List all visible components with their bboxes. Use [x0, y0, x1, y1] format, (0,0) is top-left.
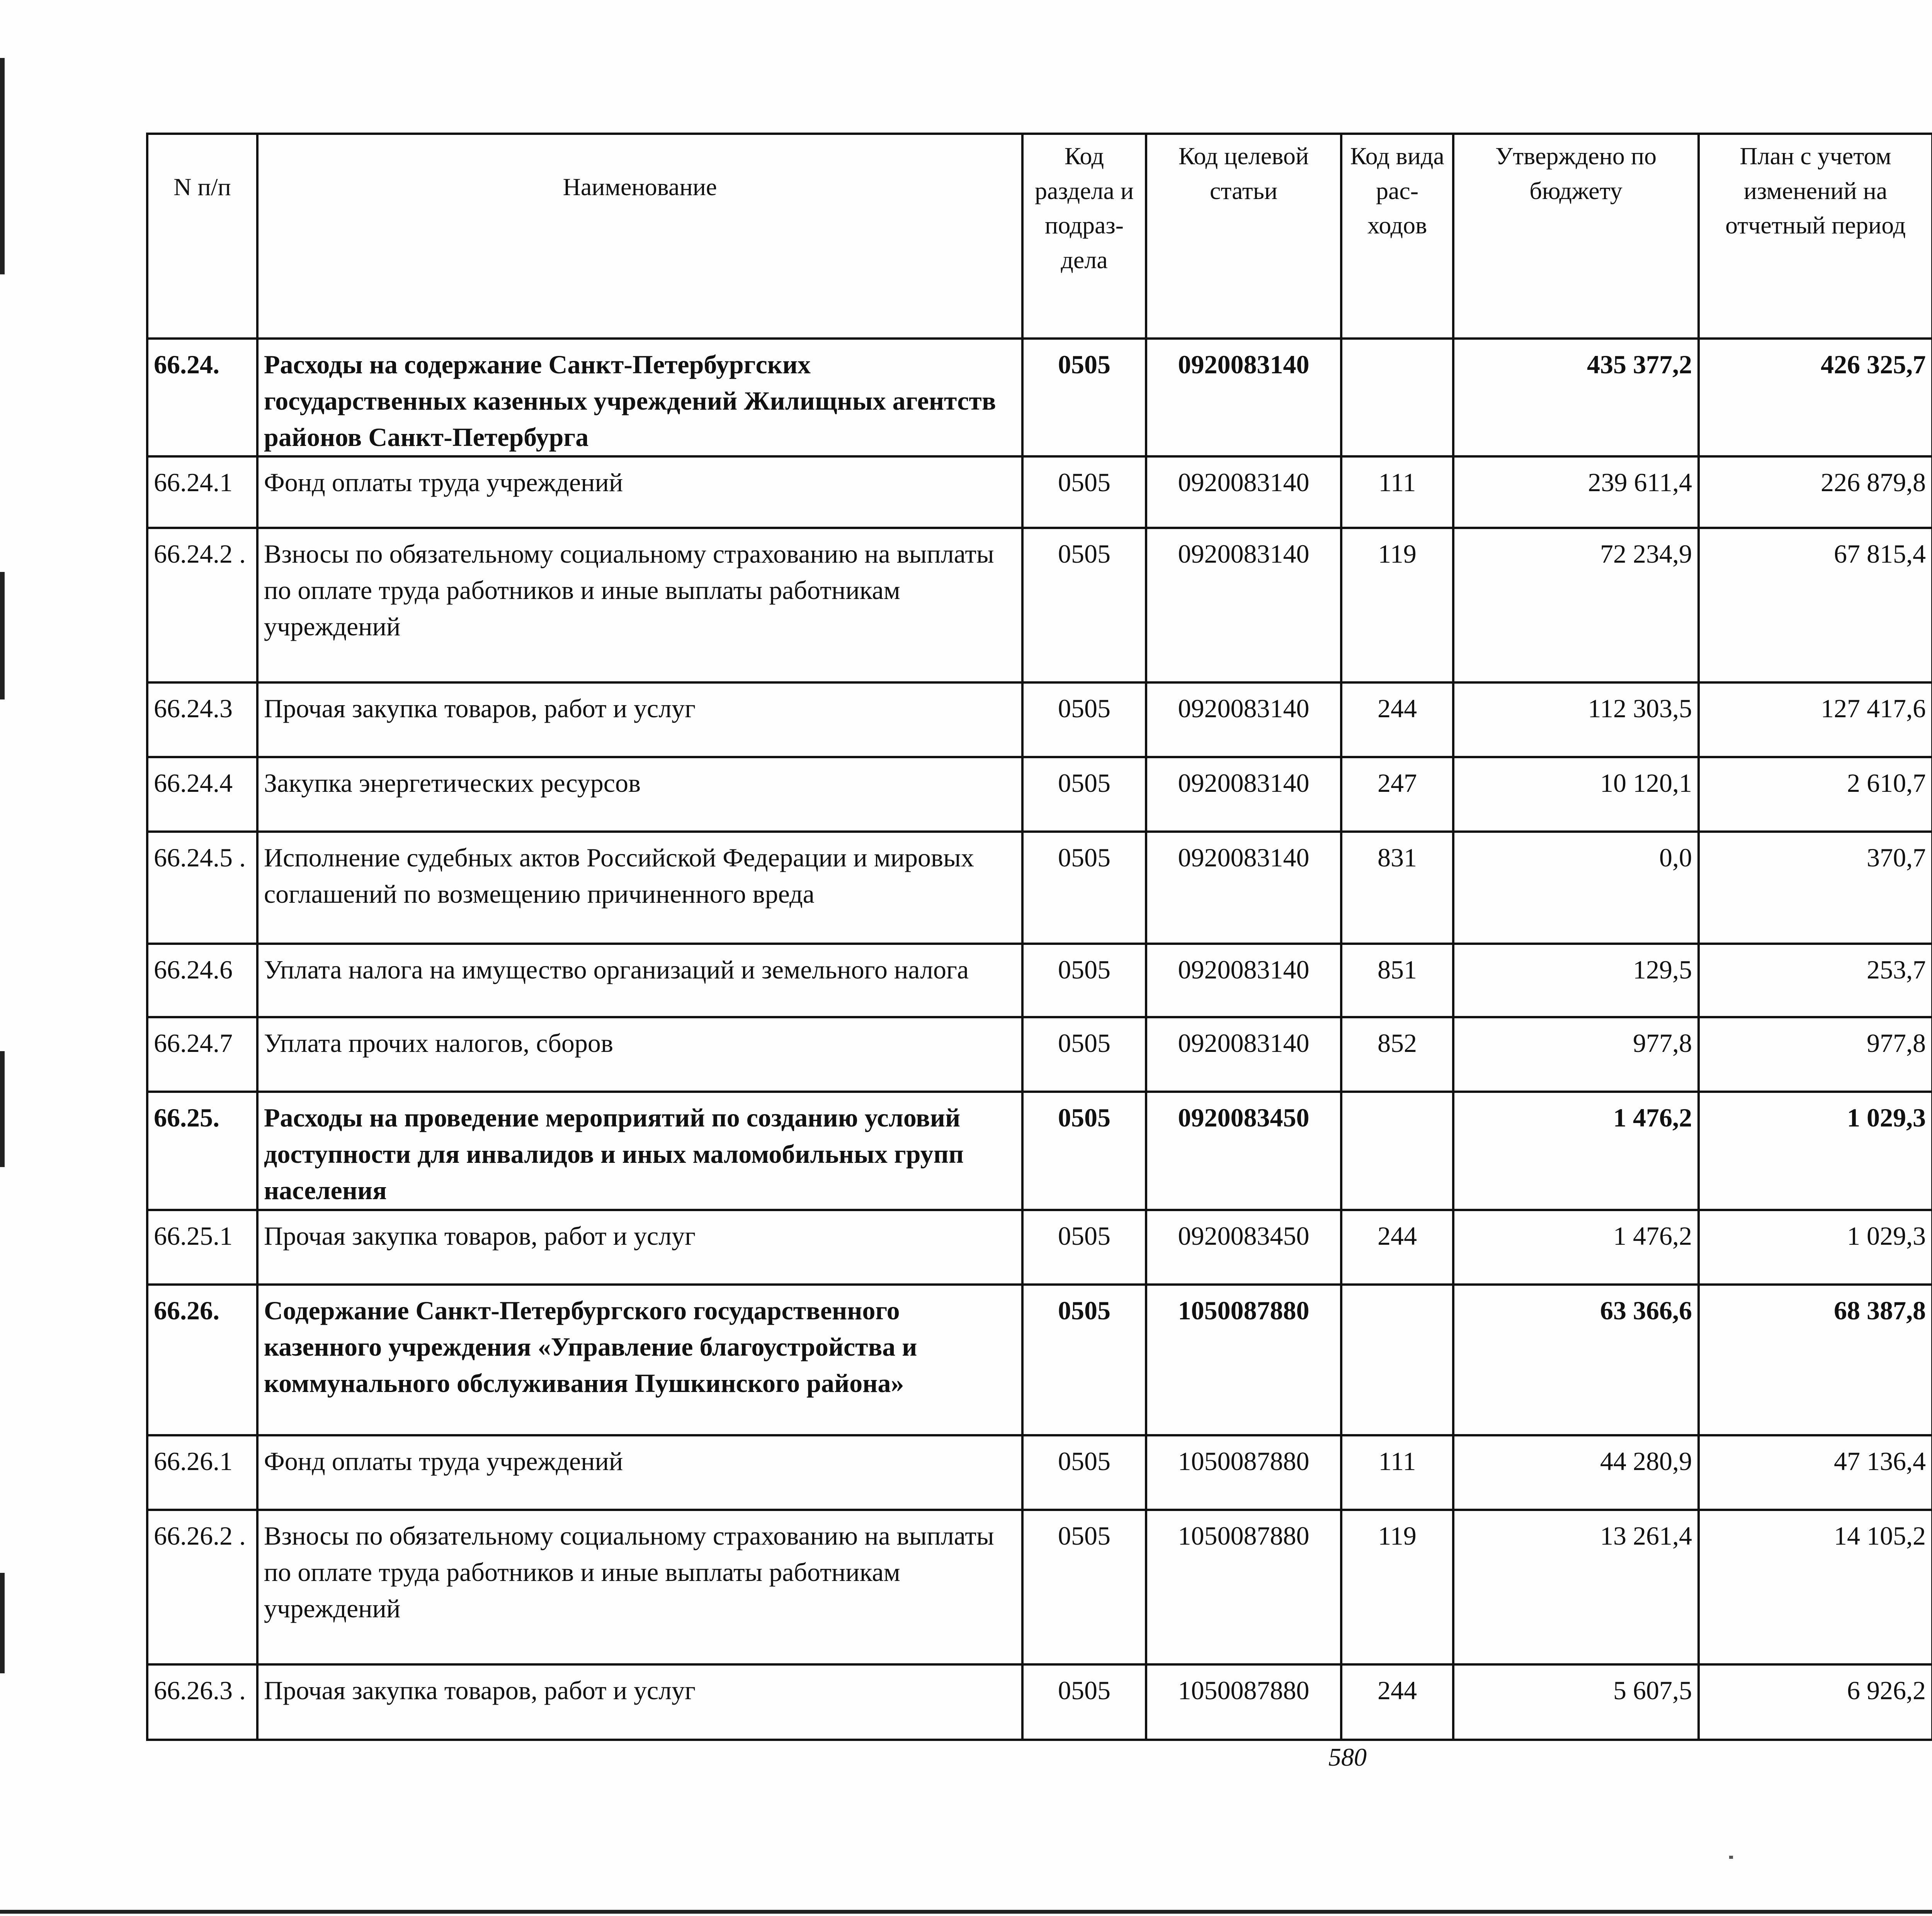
page-number: 580: [1328, 1743, 1367, 1771]
table-body: [147, 339, 1932, 1740]
row-target-code: 0920083140: [1146, 757, 1341, 832]
row-expense-code: 119: [1341, 528, 1453, 682]
row-target-code: 0920083450: [1146, 1092, 1341, 1210]
row-approved: 10 120,1: [1453, 757, 1699, 832]
header-section-code: Код раздела и подраз-дела: [1022, 134, 1146, 339]
budget-execution-table: [146, 133, 1932, 1741]
row-section-code: 0505: [1022, 757, 1146, 832]
row-index: 66.24.2 .: [147, 528, 257, 682]
row-index: 66.26.1: [147, 1435, 257, 1510]
row-target-code: 1050087880: [1146, 1664, 1341, 1740]
row-approved: 1 476,2: [1453, 1092, 1699, 1210]
row-name: Прочая закупка товаров, работ и услуг: [257, 682, 1022, 757]
row-expense-code: 244: [1341, 1210, 1453, 1285]
row-target-code: 1050087880: [1146, 1435, 1341, 1510]
row-name: Взносы по обязательному социальному страхованию на выплаты по оплате труда работников и иные выплаты работникам учреждений: [257, 528, 1022, 682]
scan-margin-mark: [0, 1573, 5, 1673]
row-plan: 977,8: [1699, 1017, 1932, 1092]
row-expense-code: 247: [1341, 757, 1453, 832]
row-section-code: 0505: [1022, 944, 1146, 1017]
table-row: [147, 832, 1932, 944]
scan-bottom-edge: [0, 1910, 1932, 1914]
row-approved: 435 377,2: [1453, 339, 1699, 456]
row-index: 66.24.: [147, 339, 257, 456]
row-section-code: 0505: [1022, 528, 1146, 682]
row-name: Прочая закупка товаров, работ и услуг: [257, 1664, 1022, 1740]
row-name: Расходы на содержание Санкт-Петербургских государственных казенных учреждений Жилищных агентств районов Санкт-Петербурга: [257, 339, 1022, 456]
row-approved: 0,0: [1453, 832, 1699, 944]
row-name: Взносы по обязательному социальному страхованию на выплаты по оплате труда работников и иные выплаты работникам учреждений: [257, 1510, 1022, 1664]
row-section-code: 0505: [1022, 1092, 1146, 1210]
table-row: [147, 757, 1932, 832]
row-plan: 426 325,7: [1699, 339, 1932, 456]
row-plan: 370,7: [1699, 832, 1932, 944]
row-approved: 13 261,4: [1453, 1510, 1699, 1664]
table-row: [147, 1017, 1932, 1092]
scan-margin-mark: [0, 58, 5, 274]
table-row: [147, 1664, 1932, 1740]
row-section-code: 0505: [1022, 1435, 1146, 1510]
scan-margin-mark: [0, 1051, 5, 1167]
row-approved: 1 476,2: [1453, 1210, 1699, 1285]
row-expense-code: [1341, 1285, 1453, 1435]
row-plan: 1 029,3: [1699, 1210, 1932, 1285]
row-approved: 72 234,9: [1453, 528, 1699, 682]
row-plan: 6 926,2: [1699, 1664, 1932, 1740]
row-index: 66.25.: [147, 1092, 257, 1210]
row-index: 66.26.: [147, 1285, 257, 1435]
row-name: Исполнение судебных актов Российской Федерации и мировых соглашений по возмещению причиненного вреда: [257, 832, 1022, 944]
row-expense-code: 244: [1341, 1664, 1453, 1740]
header-index: N п/п: [147, 134, 257, 339]
row-plan: 226 879,8: [1699, 456, 1932, 528]
row-plan: 253,7: [1699, 944, 1932, 1017]
row-approved: 239 611,4: [1453, 456, 1699, 528]
row-name: Содержание Санкт-Петербургского государственного казенного учреждения «Управление благоустройства и коммунального обслуживания Пушкинского района»: [257, 1285, 1022, 1435]
row-name: Расходы на проведение мероприятий по созданию условий доступности для инвалидов и иных маломобильных групп населения: [257, 1092, 1022, 1210]
header-plan: План с учетом изменений на отчетный период: [1699, 134, 1932, 339]
row-approved: 112 303,5: [1453, 682, 1699, 757]
header-expense-code: Код вида рас-ходов: [1341, 134, 1453, 339]
table-header: [147, 134, 1932, 339]
header-approved: Утверждено по бюджету: [1453, 134, 1699, 339]
row-index: 66.26.3 .: [147, 1664, 257, 1740]
row-index: 66.25.1: [147, 1210, 257, 1285]
row-plan: 67 815,4: [1699, 528, 1932, 682]
row-plan: 14 105,2: [1699, 1510, 1932, 1664]
row-section-code: 0505: [1022, 1285, 1146, 1435]
header-target-code: Код целевой статьи: [1146, 134, 1341, 339]
table-row: [147, 456, 1932, 528]
row-expense-code: 244: [1341, 682, 1453, 757]
row-name: Уплата прочих налогов, сборов: [257, 1017, 1022, 1092]
row-target-code: 0920083140: [1146, 1017, 1341, 1092]
row-section-code: 0505: [1022, 1017, 1146, 1092]
row-expense-code: 111: [1341, 1435, 1453, 1510]
row-target-code: 0920083140: [1146, 682, 1341, 757]
header-name: Наименование: [257, 134, 1022, 339]
row-section-code: 0505: [1022, 682, 1146, 757]
row-target-code: 0920083140: [1146, 832, 1341, 944]
row-plan: 127 417,6: [1699, 682, 1932, 757]
row-approved: 129,5: [1453, 944, 1699, 1017]
table-row: [147, 1435, 1932, 1510]
row-approved: 5 607,5: [1453, 1664, 1699, 1740]
row-index: 66.26.2 .: [147, 1510, 257, 1664]
row-index: 66.24.4: [147, 757, 257, 832]
row-index: 66.24.1: [147, 456, 257, 528]
row-approved: 44 280,9: [1453, 1435, 1699, 1510]
table-row: [147, 1210, 1932, 1285]
row-approved: 63 366,6: [1453, 1285, 1699, 1435]
row-expense-code: 852: [1341, 1017, 1453, 1092]
table-row: [147, 1285, 1932, 1435]
row-index: 66.24.5 .: [147, 832, 257, 944]
row-target-code: 0920083140: [1146, 339, 1341, 456]
row-name: Прочая закупка товаров, работ и услуг: [257, 1210, 1022, 1285]
scan-speck: [1729, 1856, 1733, 1859]
row-expense-code: [1341, 1092, 1453, 1210]
table-row: [147, 944, 1932, 1017]
row-section-code: 0505: [1022, 1664, 1146, 1740]
row-target-code: 0920083140: [1146, 456, 1341, 528]
row-section-code: 0505: [1022, 339, 1146, 456]
row-name: Фонд оплаты труда учреждений: [257, 1435, 1022, 1510]
table-row: [147, 682, 1932, 757]
row-expense-code: [1341, 339, 1453, 456]
row-plan: 2 610,7: [1699, 757, 1932, 832]
table-row: [147, 528, 1932, 682]
row-plan: 68 387,8: [1699, 1285, 1932, 1435]
row-section-code: 0505: [1022, 1210, 1146, 1285]
row-target-code: 0920083450: [1146, 1210, 1341, 1285]
row-section-code: 0505: [1022, 1510, 1146, 1664]
row-plan: 1 029,3: [1699, 1092, 1932, 1210]
row-section-code: 0505: [1022, 832, 1146, 944]
row-target-code: 0920083140: [1146, 944, 1341, 1017]
row-target-code: 0920083140: [1146, 528, 1341, 682]
row-expense-code: 831: [1341, 832, 1453, 944]
row-name: Закупка энергетических ресурсов: [257, 757, 1022, 832]
row-index: 66.24.6: [147, 944, 257, 1017]
row-target-code: 1050087880: [1146, 1510, 1341, 1664]
table-row: [147, 339, 1932, 456]
row-plan: 47 136,4: [1699, 1435, 1932, 1510]
row-approved: 977,8: [1453, 1017, 1699, 1092]
row-section-code: 0505: [1022, 456, 1146, 528]
row-target-code: 1050087880: [1146, 1285, 1341, 1435]
table-row: [147, 1092, 1932, 1210]
row-index: 66.24.3: [147, 682, 257, 757]
row-name: Фонд оплаты труда учреждений: [257, 456, 1022, 528]
row-expense-code: 119: [1341, 1510, 1453, 1664]
row-expense-code: 111: [1341, 456, 1453, 528]
row-name: Уплата налога на имущество организаций и земельного налога: [257, 944, 1022, 1017]
row-expense-code: 851: [1341, 944, 1453, 1017]
table-row: [147, 1510, 1932, 1664]
scan-margin-mark: [0, 572, 5, 699]
row-index: 66.24.7: [147, 1017, 257, 1092]
